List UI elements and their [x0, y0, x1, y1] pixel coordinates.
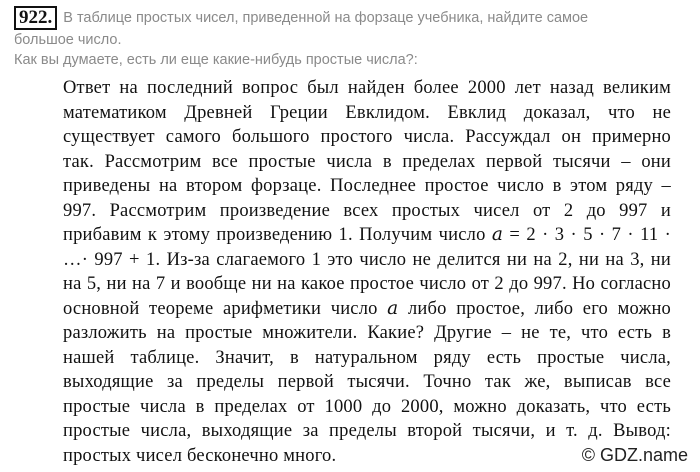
answer-line: так. Рассмотрим все простые числа в пределах первой тысячи – они [63, 151, 671, 172]
answer-line: простых чисел бесконечно много. [63, 445, 337, 466]
answer-line: прибавим к этому произведению 1. Получим число 𝑎 = 2 · 3 · 5 · 7 · 11 · [63, 225, 671, 245]
answer-line: 997. Рассмотрим произведение всех простых чисел от 2 до 997 и [63, 200, 671, 221]
answer-line: математиком Древней Греции Евклидом. Евклид доказал, что не [63, 102, 671, 123]
answer-line: разложить на простые множители. Какие? Другие – не те, что есть в [63, 323, 671, 343]
task-header [14, 6, 694, 70]
answer-line: простые числа, выходящие за пределы второй тысячи, и т. д. Вывод: [63, 421, 671, 441]
answer-line: Ответ на последний вопрос был найден более 2000 лет назад великим [63, 78, 671, 98]
answer-line: …· 997 + 1. Из-за слагаемого 1 это число не делится ни на 2, ни на 3, ни [63, 249, 671, 270]
answer-text [63, 76, 671, 468]
task-question-line: Как вы думаете, есть ли еще какие-нибудь простые числа?: [14, 52, 418, 68]
answer-line: нашей таблице. Значит, в натуральном ряду есть простые числа, [63, 347, 671, 368]
watermark: © GDZ.name [576, 445, 688, 466]
task-question-line: большое число. [14, 32, 122, 48]
answer-line: основной теореме арифметики число 𝑎 либо простое, либо его можно [63, 298, 671, 319]
task-question-text: В таблице простых чисел, приведенной на форзаце учебника, найдите самое [63, 10, 589, 26]
task-question-line [14, 6, 694, 30]
answer-line: существует самого большого простого числа. Рассуждал он примерно [63, 127, 671, 147]
answer-line: простые числа в пределах от 1000 до 2000, можно доказать, что есть [63, 396, 671, 417]
answer-line: на 5, ни на 7 и вообще ни на какое простое число от 2 до 997. Но согласно [63, 274, 671, 294]
answer-line: приведены на втором форзаце. Последнее простое число в этом ряду – [63, 176, 671, 196]
answer-line: выходящие за пределы первой тысячи. Точно так же, выписав все [63, 372, 671, 392]
task-number: 922. [14, 6, 57, 30]
